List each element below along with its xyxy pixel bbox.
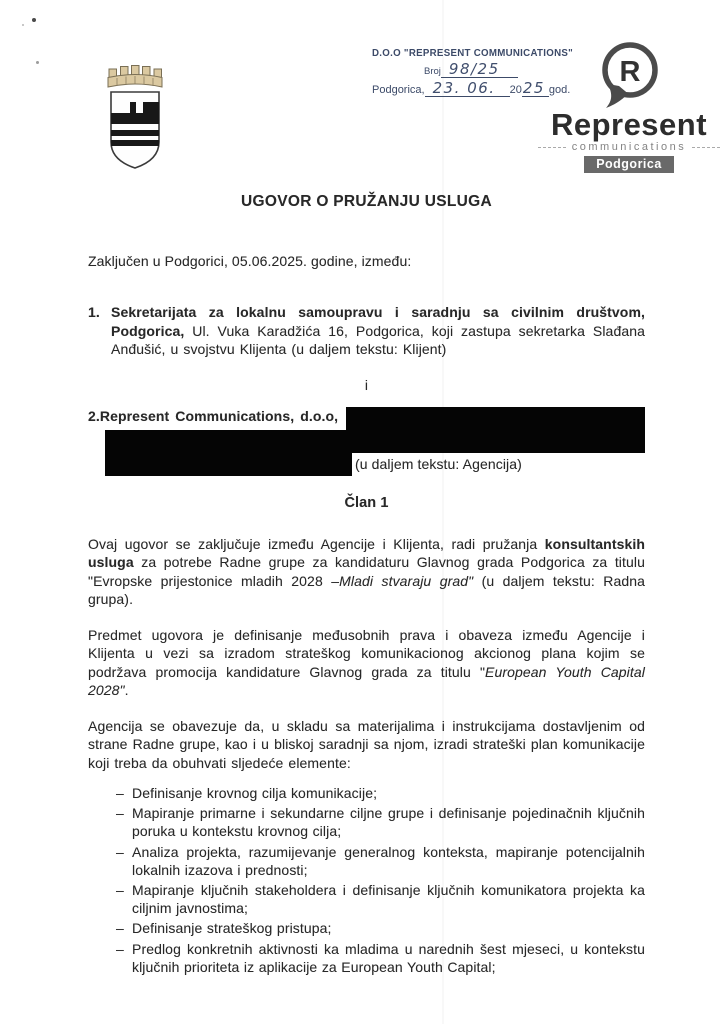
logo-dash-right xyxy=(692,147,720,148)
scan-speck xyxy=(36,61,39,64)
party-2 xyxy=(88,407,645,476)
logo-wordmark: Represent xyxy=(550,107,708,142)
party-1-details: Ul. Vuka Karadžića 16, Podgorica, koji zastupa sekretarka Slađana Anđušić, u svojstvu Klijenta (u daljem tekstu: Klijent) xyxy=(111,322,645,357)
stamp-year-value: 25 xyxy=(522,81,549,97)
party-1-number: 1. xyxy=(88,304,100,320)
intro-line: Zaključen u Podgorici, 05.06.2025. godine, između: xyxy=(88,252,412,269)
logo-subtitle: communications xyxy=(571,141,687,153)
stamp-number-label: Broj xyxy=(424,66,441,77)
paragraph-2-seg: Predmet ugovora je definisanje međusobnih prava i obaveza između Agencije i Klijenta u vezi sa izradom strateškog komunikacionog akcionog plana kojim se podržava promocija kandidature Glavnog grada za titulu " xyxy=(88,626,645,680)
stamp-company-name: D.O.O "REPRESENT COMMUNICATIONS" xyxy=(372,48,574,59)
scan-speck xyxy=(22,24,24,26)
paragraph-2 xyxy=(88,626,645,700)
coat-of-arms-graphic xyxy=(101,56,169,182)
logo-city-badge: Podgorica xyxy=(584,156,674,173)
logo-dash-left xyxy=(538,147,566,148)
paragraph-1-seg: za potrebe Radne grupe za kandidaturu Glavnog grada Podgorica za titulu "Evropske prijestonice mladih 2028 – xyxy=(88,554,645,589)
svg-text:R: R xyxy=(619,56,641,88)
paragraph-2-seg: . xyxy=(124,682,129,698)
stamp-year-suffix: god. xyxy=(548,84,571,96)
party-1-text xyxy=(111,303,645,359)
paragraph-1-bold: konsultantskih usluga xyxy=(88,535,645,570)
document-title: UGOVOR O PRUŽANJU USLUGA xyxy=(241,193,492,210)
bullet-list xyxy=(88,784,645,976)
redaction-bar-2 xyxy=(105,430,645,453)
podgorica-coat-of-arms-icon xyxy=(101,56,169,182)
bullet-item: – Predlog konkretnih aktivnosti ka mladima u narednih šest mjeseci, u kontekstu ključnih prioriteta iz aplikacije za European Youth Capital; xyxy=(132,940,645,976)
bullet-item: – Definisanje krovnog cilja komunikacije; xyxy=(132,784,645,802)
party-2-alias: (u daljem tekstu: Agencija) xyxy=(355,456,522,473)
party-1 xyxy=(88,303,645,359)
party-1-name: Sekretarijata za lokalnu samoupravu i saradnju sa civilnim društvom, Podgorica, xyxy=(111,304,645,339)
bullet-item: – Definisanje strateškog pristupa; xyxy=(132,919,645,937)
paragraph-3: Agencija se obavezuje da, u skladu sa materijalima i instrukcijama dostavljenim od strane Radne grupe, kao i u bliskoj saradnji sa njom, izradi strateški plan komunikacije koji treba da obuhvati sljedeće elemente: xyxy=(88,717,645,771)
represent-logo xyxy=(538,38,720,173)
bullet-item: – Mapiranje primarne i sekundarne ciljne grupe i definisanje pojedinačnih ključnih poruka u kontekstu krovnog cilja; xyxy=(132,804,645,840)
party-2-number: 2. xyxy=(88,408,100,424)
paragraph-2-italic: European Youth Capital 2028" xyxy=(88,663,645,698)
paragraph-1-italic: Mladi stvaraju grad" xyxy=(339,572,474,589)
redaction-bar-1 xyxy=(346,407,645,430)
stamp-place-label: Podgorica, xyxy=(372,84,425,96)
paragraph-1-seg: Ovaj ugovor se zaključuje između Agencije i Klijenta, radi pružanja xyxy=(88,535,545,552)
article-1-heading: Član 1 xyxy=(344,495,389,511)
stamp-year-prefix: 20 xyxy=(509,84,522,96)
contract-body xyxy=(88,193,645,978)
logo-subtitle-row xyxy=(538,141,720,153)
party-2-line-1 xyxy=(88,407,645,430)
bullet-item: – Mapiranje ključnih stakeholdera i definisanje ključnih komunikatora projekta ka ciljnim javnostima; xyxy=(132,881,645,917)
party-2-line-3 xyxy=(88,453,645,476)
bullet-item: – Analiza projekta, razumijevanje generalnog konteksta, mapiranje potencijalnih lokalnih izazova i prednosti; xyxy=(132,843,645,879)
paragraph-1 xyxy=(88,535,645,609)
scan-speck xyxy=(32,18,36,22)
conjunction: i xyxy=(364,376,369,393)
logo-bubble-icon xyxy=(591,38,667,112)
redaction-bar-3 xyxy=(105,453,352,476)
stamp-number-value: 98/25 xyxy=(441,62,518,78)
party-2-name: Represent Communications, d.o.o, xyxy=(99,408,339,424)
stamp-date-value: 23. 06. xyxy=(425,81,510,97)
paragraph-1-seg: (u daljem tekstu: Radna grupa). xyxy=(88,572,645,607)
